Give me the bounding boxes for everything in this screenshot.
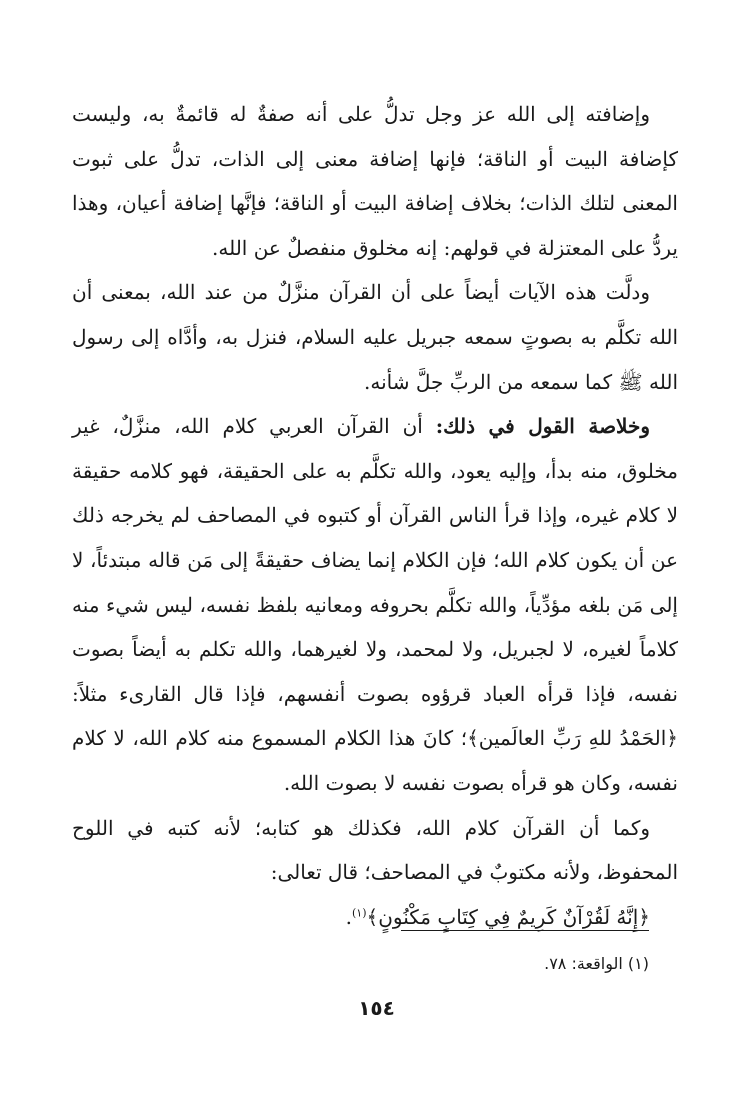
paragraph-closing: وكما أن القرآن كلام الله، فكذلك هو كتابه؛ لأنه كتبه في اللوح المحفوظ، ولأنه مكتوبٌ في المصاحف؛ قال تعالى: xyxy=(72,815,678,885)
summary-body: أن القرآن العربي كلام الله، منزَّلٌ، غير مخلوق، منه بدأ، وإليه يعود، والله تكلَّم به على الحقيقة، فهو كلامه حقيقة لا كلام غيره، وإذا قرأ الناس القرآن أو كتبوه في المصاحف لم يخرجه ذلك عن أن يكون كلام الله؛ فإن الكلام إنما يضاف حقيقةً إلى مَن قاله مبتدئاً، لا إلى مَن بلغه مؤدِّياً، والله تكلَّم بحروفه ومعانيه بلفظ نفسه، ليس شيء منه كلاماً لغيره، لا لجبريل، ولا لمحمد، ولا لغيرهما، والله تكلم به أيضاً بصوت نفسه، فإذا قرأه العباد قرؤوه بصوت أنفسهم، فإذا قال القارىء مثلاً: ﴿الحَمْدُ للهِ رَبِّ العالَمين﴾؛ كانَ هذا الكلام المسموع منه كلام الله، لا كلام نفسه، وكان هو قرأه بصوت نفسه لا بصوت الله. xyxy=(72,414,678,795)
footnote: (١) الواقعة: ٧٨. xyxy=(544,954,649,973)
page-body xyxy=(72,92,678,939)
paragraph-summary xyxy=(72,404,678,805)
verse-text: ﴿إِنَّهُ لَقُرْآنٌ كَرِيمٌ فِي كِتَابٍ مَكْنُونٍ﴾ xyxy=(366,904,650,929)
verse-end: . xyxy=(345,904,352,929)
summary-lead: وخلاصة القول في ذلك: xyxy=(435,414,650,439)
page-number: ١٥٤ xyxy=(358,996,395,1020)
footnote-marker: (١) xyxy=(351,906,367,920)
footnote-divider xyxy=(401,930,649,931)
paragraph-attribute-addition: وإضافته إلى الله عز وجل تدلُّ على أنه صفةٌ له قائمةٌ به، وليست كإضافة البيت أو الناقة؛ فإنها إضافة معنى إلى الذات، تدلُّ على ثبوت المعنى لتلك الذات؛ بخلاف إضافة البيت أو الناقة؛ فإنَّها إضافة أعيان، وهذا يردُّ على المعتزلة في قولهم: إنه مخلوق منفصلٌ عن الله. xyxy=(72,102,678,260)
paragraph-revelation: ودلَّت هذه الآيات أيضاً على أن القرآن منزَّلٌ من عند الله، بمعنى أن الله تكلَّم به بصوتٍ سمعه جبريل عليه السلام، فنزل به، وأدَّاه إلى رسول الله ﷺ كما سمعه من الربِّ جلَّ شأنه. xyxy=(72,280,678,394)
quran-verse xyxy=(72,895,678,940)
